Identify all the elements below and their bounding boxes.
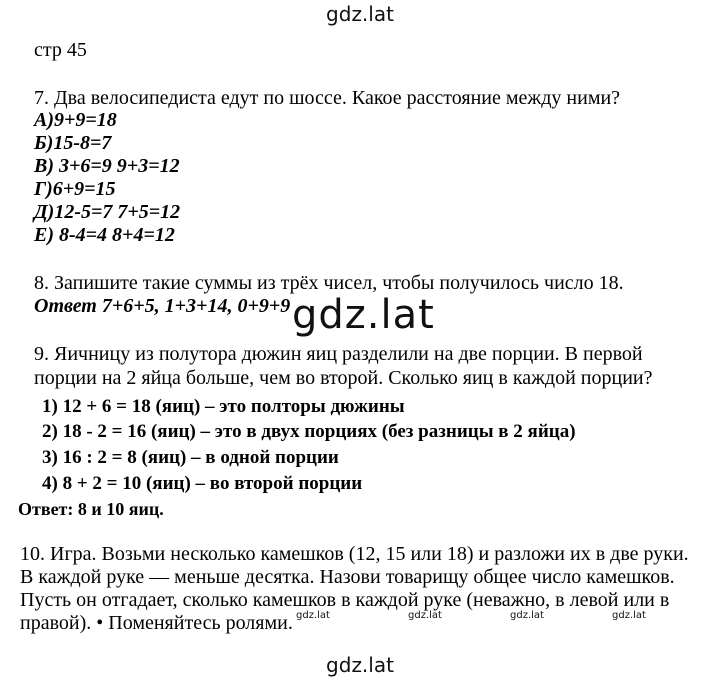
task10-line1: 10. Игра. Возьми несколько камешков (12, 15 или 18) и разложи их в две руки. — [20, 543, 689, 565]
task7-answer-b: Б)15-8=7 — [34, 132, 112, 154]
watermark-small-1: gdz.lat — [296, 610, 330, 621]
task7-answer-e: Д)12-5=7 7+5=12 — [34, 201, 181, 223]
task7-answer-a: А)9+9=18 — [34, 109, 117, 131]
task7-answer-f: Е) 8-4=4 8+4=12 — [34, 224, 175, 246]
watermark-small-4: gdz.lat — [612, 610, 646, 621]
task9-question-line2: порции на 2 яйца больше, чем во второй. Сколько яиц в каждой порции? — [34, 367, 653, 389]
watermark-small-2: gdz.lat — [408, 610, 442, 621]
page-label: стр 45 — [34, 39, 87, 61]
task9-step-1: 1) 12 + 6 = 18 (яиц) – это полторы дюжины — [42, 396, 405, 417]
task8-answer: Ответ 7+6+5, 1+3+14, 0+9+9 — [34, 295, 291, 317]
task10-line2: В каждой руке — меньше десятка. Назови товарищу общее число камешков. — [20, 566, 675, 588]
task10-line4: правой). • Поменяйтесь ролями. — [20, 612, 293, 634]
task7-answer-d: Г)6+9=15 — [34, 178, 116, 200]
task7-answer-c: В) 3+6=9 9+3=12 — [34, 155, 180, 177]
task9-question-line1: 9. Яичницу из полутора дюжин яиц разделили на две порции. В первой — [34, 343, 643, 365]
task9-answer: Ответ: 8 и 10 яиц. — [18, 499, 164, 519]
watermark-bottom: gdz.lat — [326, 653, 394, 677]
task10-line3: Пусть он отгадает, сколько камешков в каждой руке (неважно, в левой или в — [20, 589, 670, 611]
watermark-top: gdz.lat — [326, 2, 394, 26]
watermark-small-3: gdz.lat — [510, 610, 544, 621]
task9-step-2: 2) 18 - 2 = 16 (яиц) – это в двух порциях (без разницы в 2 яйца) — [42, 421, 576, 442]
watermark-middle: gdz.lat — [292, 292, 435, 338]
task9-step-4: 4) 8 + 2 = 10 (яиц) – во второй порции — [42, 473, 363, 494]
task8-question: 8. Запишите такие суммы из трёх чисел, чтобы получилось число 18. — [34, 272, 624, 294]
task7-question: 7. Два велосипедиста едут по шоссе. Какое расстояние между ними? — [34, 87, 621, 109]
task9-step-3: 3) 16 : 2 = 8 (яиц) – в одной порции — [42, 447, 339, 468]
